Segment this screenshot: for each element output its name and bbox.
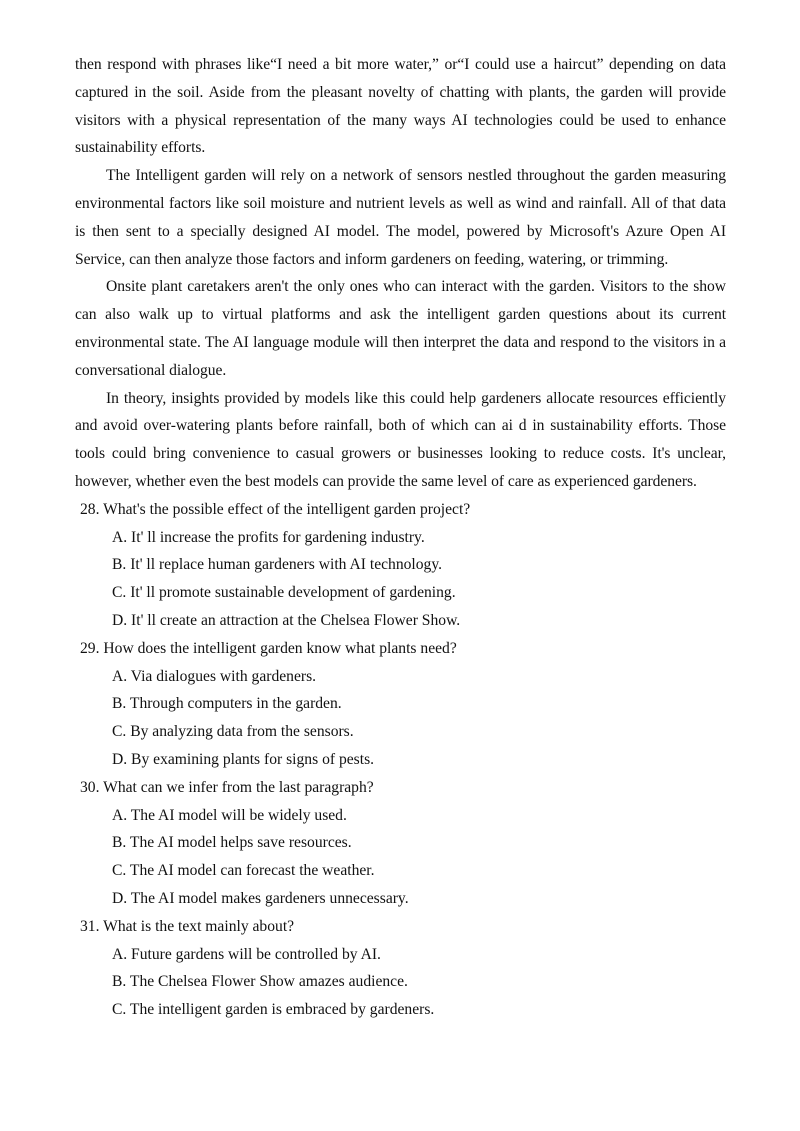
option-d: D. It' ll create an attraction at the Chelsea Flower Show. [112,611,461,629]
document-page [75,51,726,1024]
question-stem: 29. How does the intelligent garden know what plants need? [80,639,457,657]
passage-paragraph-1: then respond with phrases like“I need a bit more water,” or“I could use a haircut” depending on data captured in the soil. Aside from the pleasant novelty of chatting with plants, the garden will provide visitors with a physical representation of the many ways AI technologies could be used to enhance sustainability efforts. [75,56,726,157]
option-b: B. The AI model helps save resources. [112,834,352,852]
passage-paragraph-3: Onsite plant caretakers aren't the only ones who can interact with the garden. Visitors to the show can also walk up to virtual platforms and ask the intelligent garden questions about its current environmental state. The AI language module will then interpret the data and respond to the visitors in a conversational dialogue. [75,278,726,379]
option-b: B. It' ll replace human gardeners with AI technology. [112,556,443,574]
option-b: B. The Chelsea Flower Show amazes audience. [112,973,408,991]
option-c: C. The intelligent garden is embraced by gardeners. [112,1001,435,1019]
question-stem: 30. What can we infer from the last paragraph? [80,778,374,796]
question-29 [75,635,726,774]
option-d: D. The AI model makes gardeners unnecessary. [112,889,409,907]
question-stem: 31. What is the text mainly about? [80,917,295,935]
option-c: C. By analyzing data from the sensors. [112,723,354,741]
option-a: A. Future gardens will be controlled by AI. [112,945,381,963]
option-a: A. The AI model will be widely used. [112,806,347,824]
option-d: D. By examining plants for signs of pests. [112,750,375,768]
question-30 [75,774,726,913]
option-a: A. It' ll increase the profits for gardening industry. [112,528,425,546]
passage-paragraph-2: The Intelligent garden will rely on a network of sensors nestled throughout the garden measuring environmental factors like soil moisture and nutrient levels as well as wind and rainfall. All of that data is then sent to a specially designed AI model. The model, powered by Microsoft's Azure Open AI Service, can then analyze those factors and inform gardeners on feeding, watering, or trimming. [75,167,726,268]
question-stem: 28. What's the possible effect of the intelligent garden project? [80,500,471,518]
passage-paragraph-4: In theory, insights provided by models like this could help gardeners allocate resources efficiently and avoid over-watering plants before rainfall, both of which can ai d in sustainability efforts. Those tools could bring convenience to casual growers or businesses looking to reduce costs. It's unclear, however, whether even the best models can provide the same level of care as experienced gardeners. [75,389,726,490]
option-c: C. It' ll promote sustainable development of gardening. [112,584,456,602]
question-list [75,496,726,1024]
option-c: C. The AI model can forecast the weather. [112,862,375,880]
question-28 [75,496,726,635]
option-a: A. Via dialogues with gardeners. [112,667,317,685]
option-b: B. Through computers in the garden. [112,695,342,713]
question-31 [75,913,726,1024]
reading-passage [75,51,726,496]
